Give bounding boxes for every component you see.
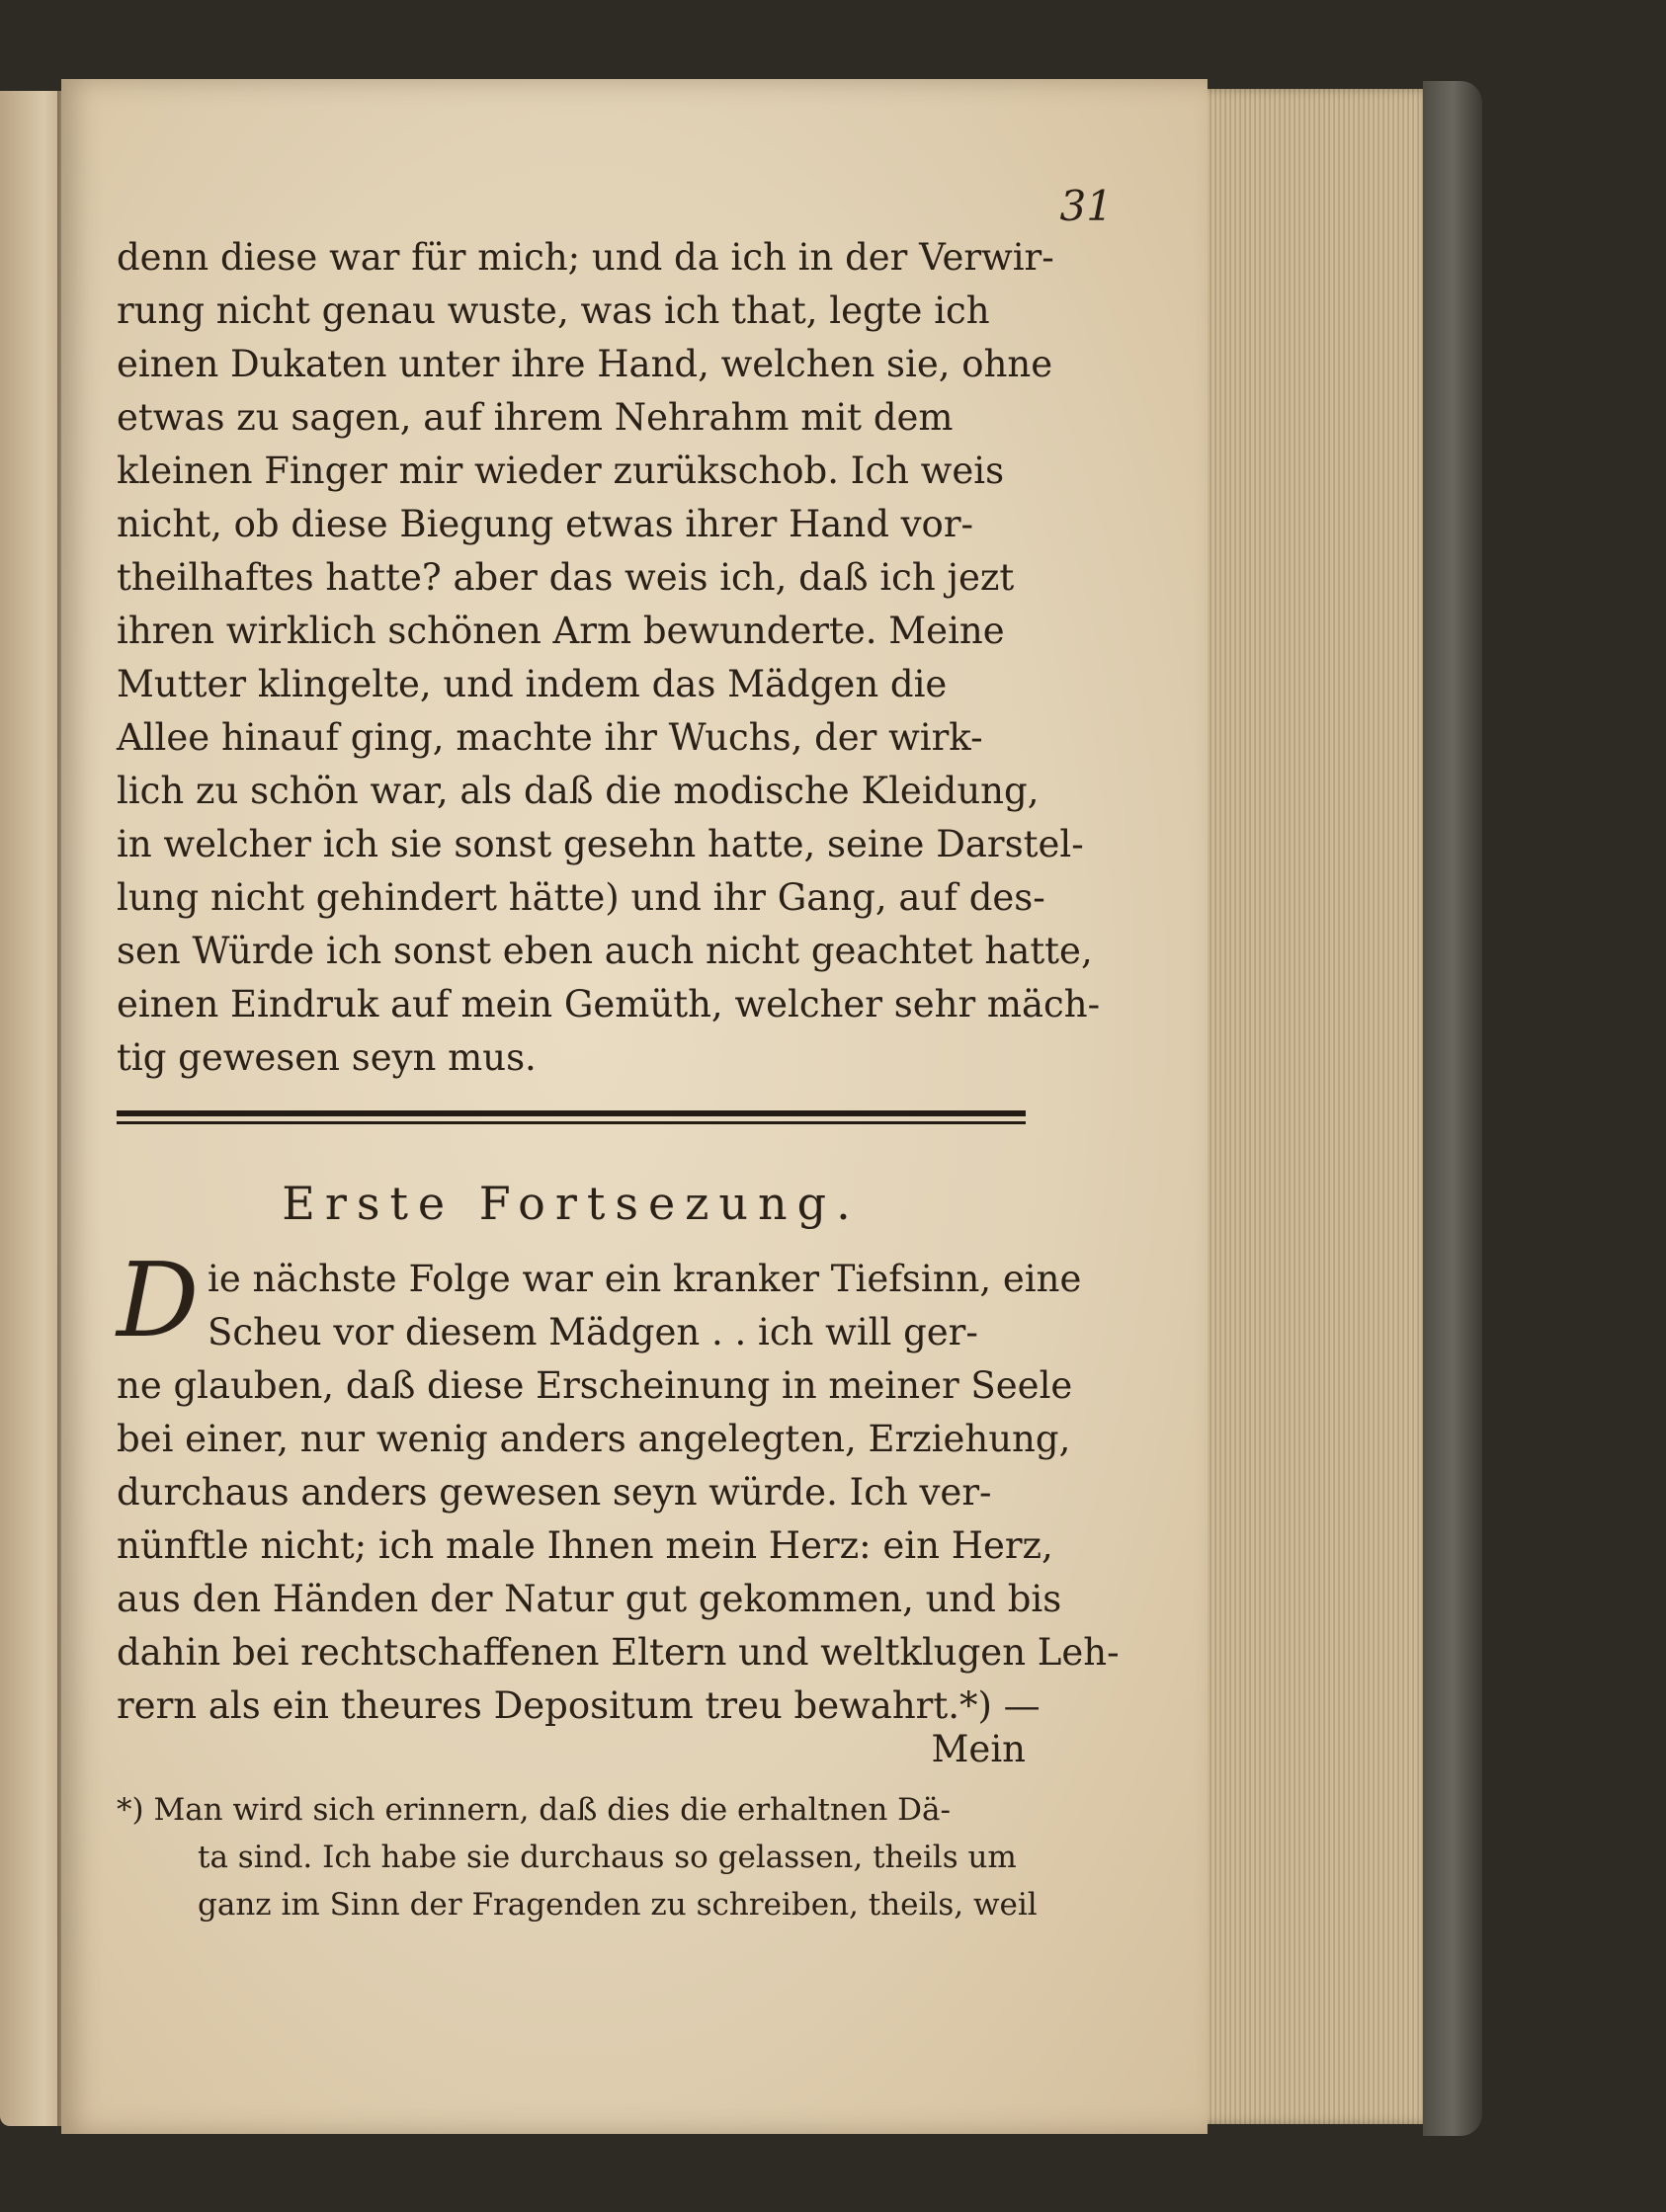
text-line: sen Würde ich sonst eben auch nicht geachtet hatte, [117, 930, 1093, 972]
text-line: nicht, ob diese Biegung etwas ihrer Hand vor- [117, 503, 974, 545]
book-cover-spine [1423, 81, 1482, 2136]
text-line: aus den Händen der Natur gut gekommen, und bis [117, 1578, 1062, 1620]
page-number: 31 [1059, 182, 1113, 230]
text-line: theilhaftes hatte? aber das weis ich, daß ich jezt [117, 556, 1015, 599]
text-line: ne glauben, daß diese Erscheinung in meiner Seele [117, 1364, 1073, 1407]
printed-text-block [117, 0, 1120, 2212]
text-line: ie nächste Folge war ein kranker Tiefsinn, eine [208, 1258, 1082, 1300]
text-line: kleinen Finger mir wieder zurükschob. Ich weis [117, 450, 1005, 492]
text-line: rern als ein theures Depositum treu bewahrt.*) — [117, 1684, 1041, 1727]
text-line: dahin bei rechtschaffenen Eltern und weltklugen Leh- [117, 1631, 1120, 1674]
text-line: in welcher ich sie sonst gesehn hatte, seine Darstel- [117, 823, 1084, 865]
text-line: durchaus anders gewesen seyn würde. Ich ver- [117, 1471, 992, 1514]
text-line: Scheu vor diesem Mädgen . . ich will ger- [208, 1311, 978, 1353]
section-heading: Erste Fortsezung. [282, 1177, 861, 1230]
facing-page-edge [0, 91, 63, 2126]
catchword: Mein [931, 1728, 1026, 1770]
text-line: Mutter klingelte, und indem das Mädgen die [117, 663, 948, 705]
text-line: tig gewesen seyn mus. [117, 1036, 537, 1079]
footnote-line: *) Man wird sich erinnern, daß dies die erhaltnen Dä- [117, 1792, 951, 1828]
drop-cap: D [117, 1240, 200, 1360]
text-line: nünftle nicht; ich male Ihnen mein Herz: ein Herz, [117, 1524, 1053, 1567]
text-line: einen Dukaten unter ihre Hand, welchen sie, ohne [117, 343, 1053, 385]
footnote-line: ganz im Sinn der Fragenden zu schreiben, theils, weil [198, 1887, 1038, 1923]
text-line: etwas zu sagen, auf ihrem Nehrahm mit dem [117, 396, 954, 439]
text-line: lung nicht gehindert hätte) und ihr Gang, auf des- [117, 876, 1045, 919]
text-line: lich zu schön war, als daß die modische Kleidung, [117, 770, 1040, 812]
text-line: bei einer, nur wenig anders angelegten, Erziehung, [117, 1418, 1071, 1460]
text-line: Allee hinauf ging, machte ihr Wuchs, der wirk- [117, 716, 983, 759]
text-line: ihren wirklich schönen Arm bewunderte. Meine [117, 610, 1005, 652]
text-line: denn diese war für mich; und da ich in der Verwir- [117, 236, 1054, 279]
double-rule-divider [117, 1110, 1026, 1124]
text-line: einen Eindruk auf mein Gemüth, welcher sehr mäch- [117, 983, 1101, 1025]
footnote-line: ta sind. Ich habe sie durchaus so gelassen, theils um [198, 1840, 1017, 1875]
page-block-edges [1208, 89, 1435, 2124]
text-line: rung nicht genau wuste, was ich that, legte ich [117, 289, 990, 332]
